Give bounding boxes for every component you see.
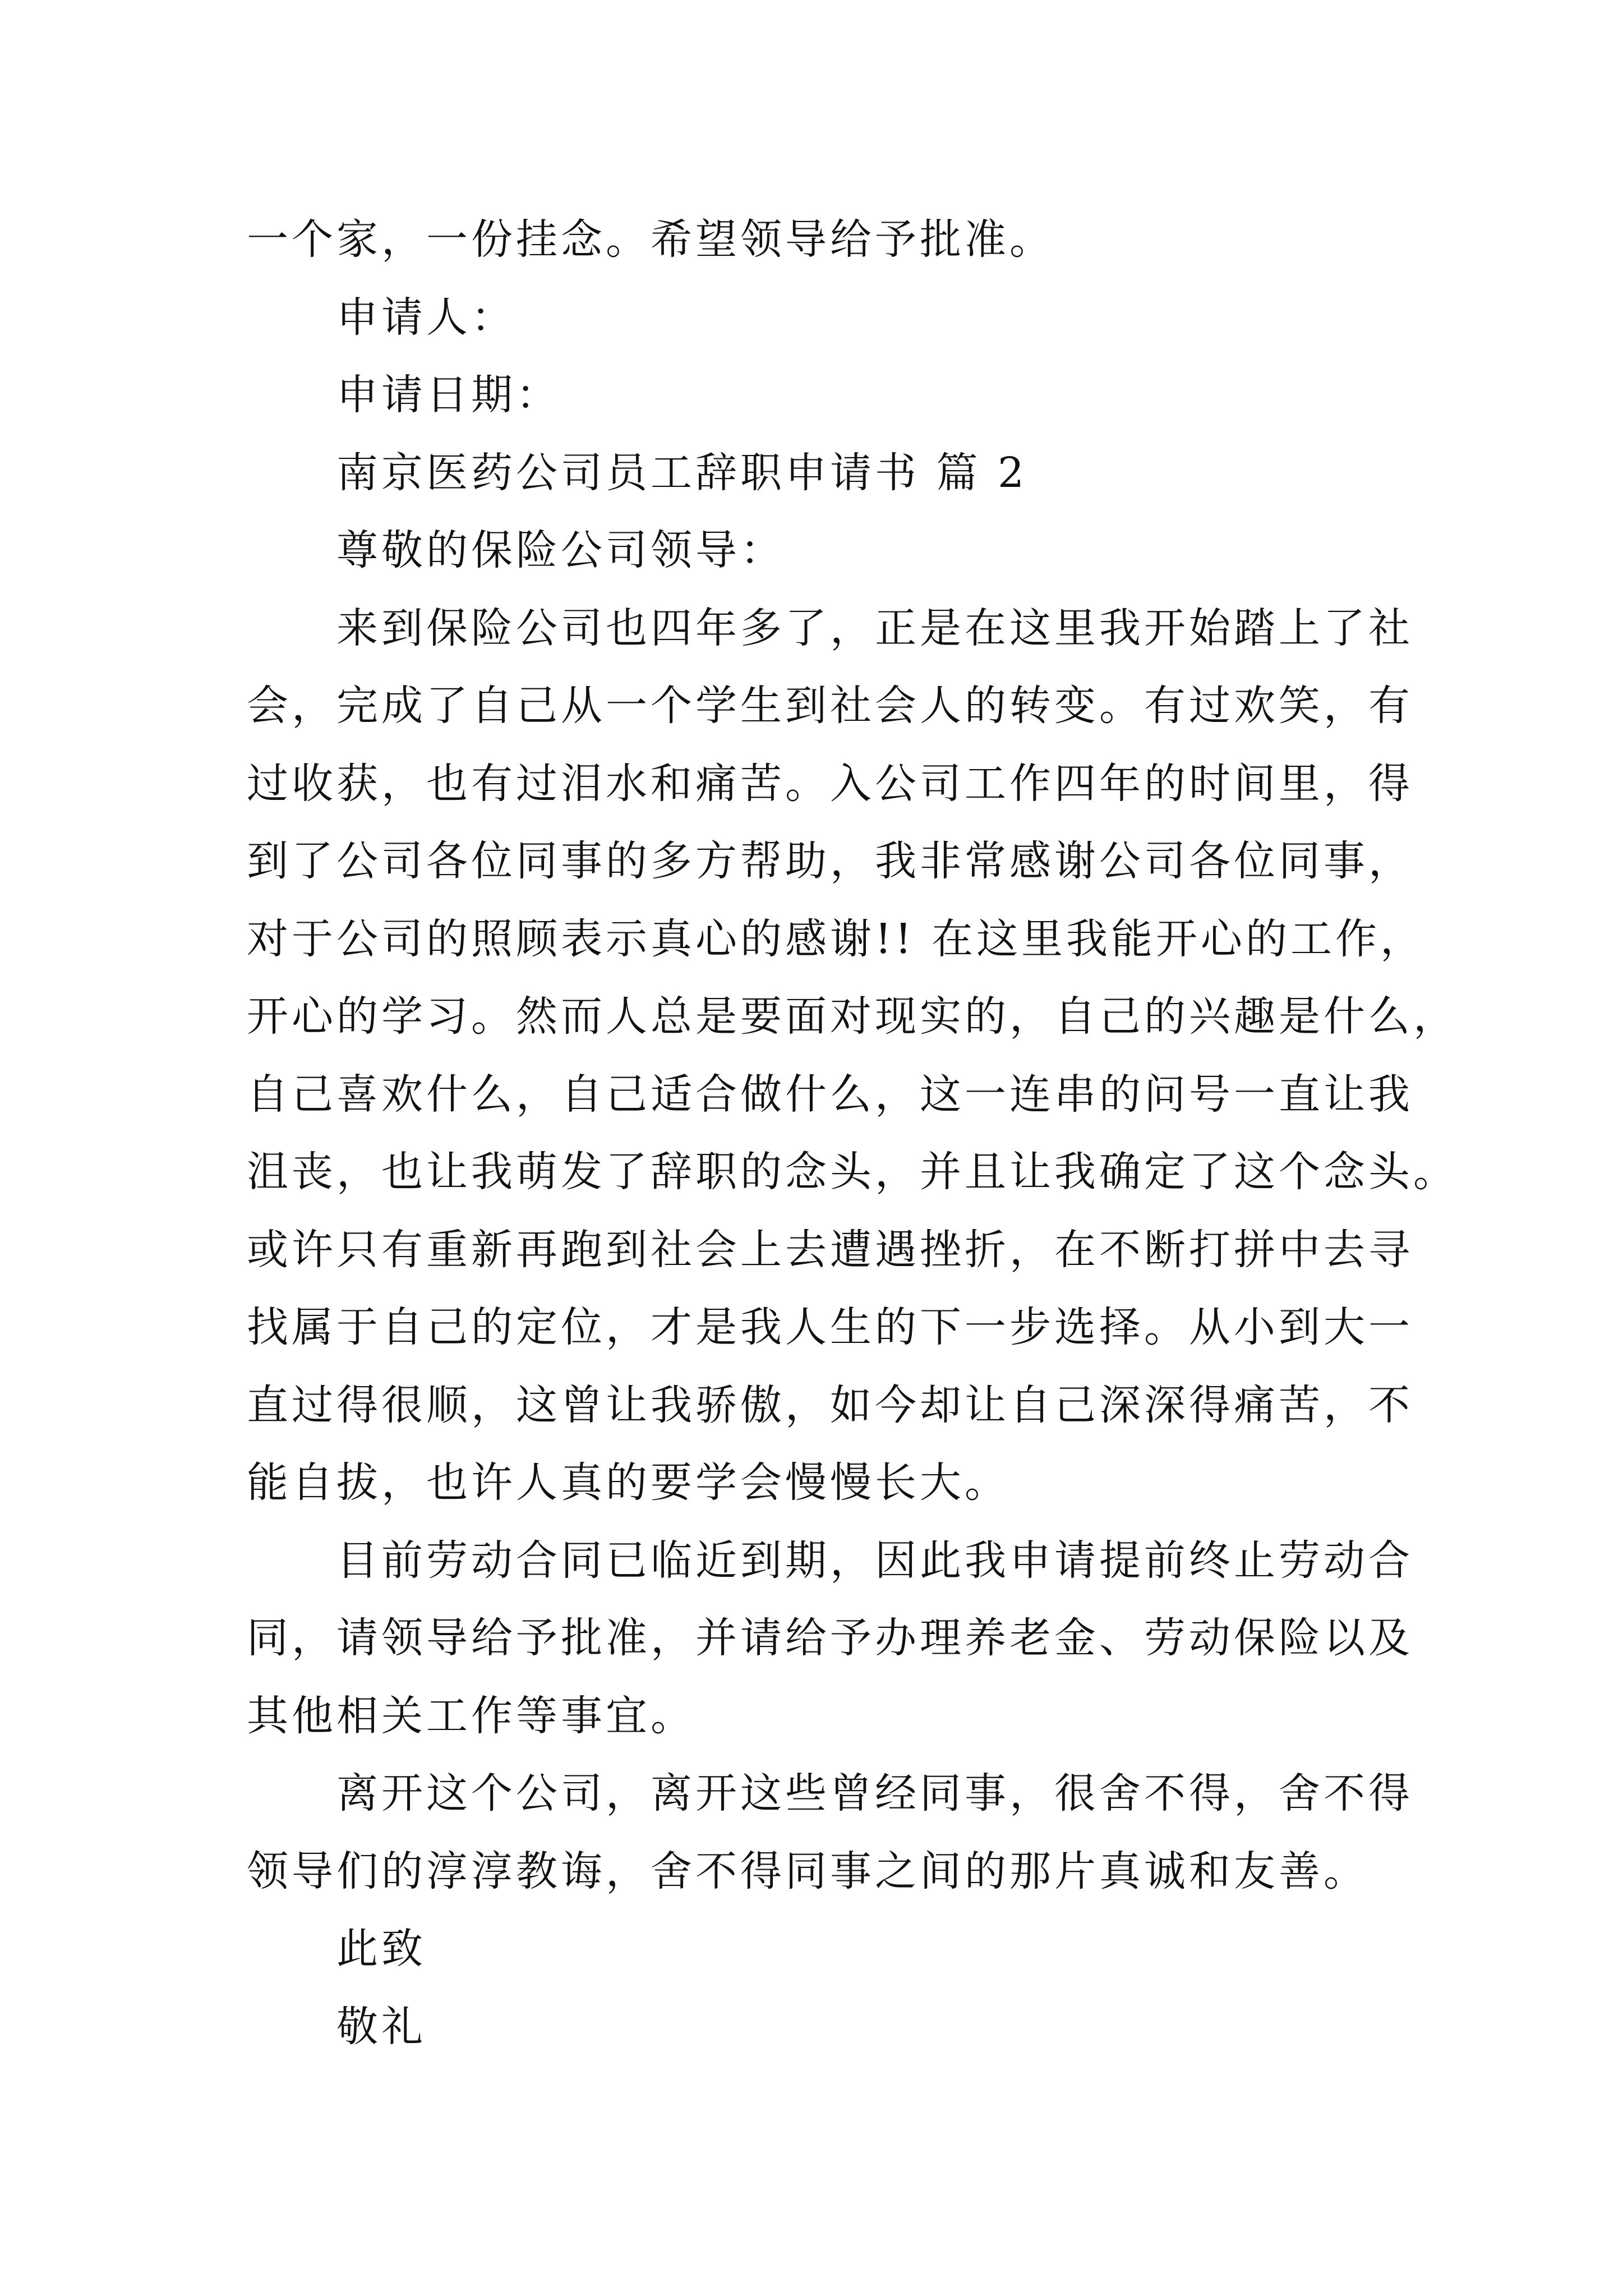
text-line: 一个家，一份挂念。希望领导给予批准。 (247, 215, 1054, 264)
text-line: 申请人： (336, 293, 516, 342)
text-line: 对于公司的照顾表示真心的感谢!! 在这里我能开心的工作， (247, 914, 1425, 963)
text-line: 目前劳动合同已临近到期，因此我申请提前终止劳动合 (336, 1536, 1413, 1585)
text-line: 其他相关工作等事宜。 (247, 1691, 695, 1740)
text-line: 申请日期： (336, 371, 561, 419)
text-line: 直过得很顺，这曾让我骄傲，如今却让自己深深得痛苦，不 (247, 1381, 1413, 1429)
text-line: 同，请领导给予批准，并请给予办理养老金、劳动保险以及 (247, 1614, 1413, 1662)
text-line: 找属于自己的定位，才是我人生的下一步选择。从小到大一 (247, 1303, 1413, 1351)
text-line: 沮丧，也让我萌发了辞职的念头，并且让我确定了这个念头。 (247, 1148, 1458, 1196)
text-line: 或许只有重新再跑到社会上去遭遇挫折，在不断打拼中去寻 (247, 1225, 1413, 1274)
text-line: 此致 (336, 1925, 426, 1973)
text-line: 来到保险公司也四年多了，正是在这里我开始踏上了社 (336, 604, 1413, 652)
text-line: 开心的学习。然而人总是要面对现实的，自己的兴趣是什么， (247, 992, 1458, 1041)
document-body (247, 201, 1458, 2065)
text-line: 尊敬的保险公司领导： (336, 526, 785, 574)
text-line: 能自拔，也许人真的要学会慢慢长大。 (247, 1458, 1009, 1507)
text-line: 到了公司各位同事的多方帮助，我非常感谢公司各位同事， (247, 837, 1413, 885)
text-line: 敬礼 (336, 2002, 426, 2051)
text-line: 过收获，也有过泪水和痛苦。入公司工作四年的时间里，得 (247, 759, 1413, 808)
text-line: 离开这个公司，离开这些曾经同事，很舍不得，舍不得 (336, 1769, 1413, 1818)
text-line: 南京医药公司员工辞职申请书 篇 2 (336, 448, 1028, 497)
text-line: 自己喜欢什么，自己适合做什么，这一连串的问号一直让我 (247, 1070, 1413, 1119)
text-line: 会，完成了自己从一个学生到社会人的转变。有过欢笑，有 (247, 682, 1413, 730)
text-line: 领导们的淳淳教诲，舍不得同事之间的那片真诚和友善。 (247, 1847, 1368, 1895)
